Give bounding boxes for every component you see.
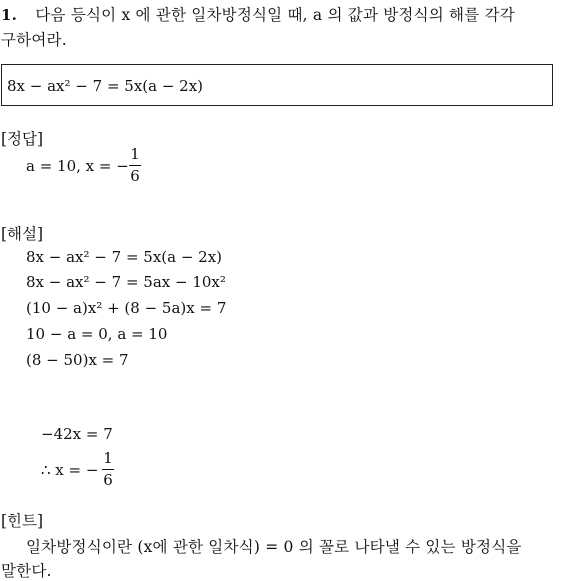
hint-line-2: 말한다. bbox=[1, 562, 52, 580]
solution-fraction-numerator: 1 bbox=[103, 449, 113, 467]
solution-step-1: 8x − ax² − 7 = 5x(a − 2x) bbox=[26, 248, 223, 266]
answer-fraction-denominator: 6 bbox=[130, 167, 140, 185]
solution-fraction-bar bbox=[102, 469, 114, 470]
question-line-2: 구하여라. bbox=[1, 31, 67, 49]
answer-fraction-bar bbox=[129, 165, 141, 166]
hint-label: [힌트] bbox=[1, 512, 44, 530]
equation-text: 8x − ax² − 7 = 5x(a − 2x) bbox=[7, 77, 204, 95]
equation-box bbox=[1, 64, 553, 106]
solution-step-5: (8 − 50)x = 7 bbox=[26, 351, 129, 369]
solution-step-3: (10 − a)x² + (8 − 5a)x = 7 bbox=[26, 299, 227, 317]
question-line-1 bbox=[1, 3, 515, 25]
solution-label: [해설] bbox=[1, 225, 44, 243]
solution-step-2: 8x − ax² − 7 = 5ax − 10x² bbox=[26, 273, 226, 291]
answer-fraction-numerator: 1 bbox=[130, 145, 140, 163]
answer-fraction bbox=[129, 147, 141, 184]
solution-fraction-denominator: 6 bbox=[103, 471, 113, 489]
solution-step-7: ∴ x = − bbox=[41, 461, 99, 479]
question-text-line-1: 다음 등식이 x 에 관한 일차방정식일 때, a 의 값과 방정식의 해를 각각 bbox=[35, 6, 515, 24]
solution-step-6: −42x = 7 bbox=[41, 425, 113, 443]
solution-fraction bbox=[102, 451, 114, 488]
question-number: 1. bbox=[1, 6, 18, 24]
hint-line-1: 일차방정식이란 (x에 관한 일차식) = 0 의 꼴로 나타낼 수 있는 방정식을 bbox=[26, 538, 522, 556]
answer-label: [정답] bbox=[1, 130, 44, 148]
answer-text: a = 10, x = − bbox=[26, 157, 129, 175]
solution-step-4: 10 − a = 0, a = 10 bbox=[26, 325, 168, 343]
